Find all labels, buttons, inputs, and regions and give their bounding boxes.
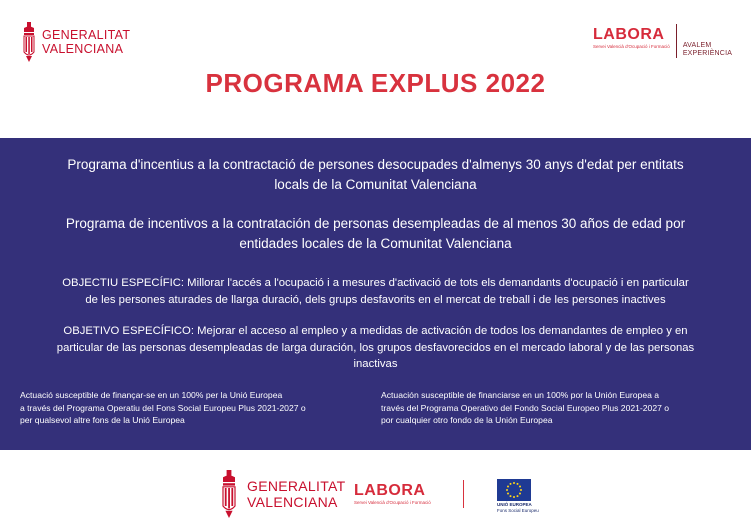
fund-va-line3: per qualsevol altre fons de la Unió Europea	[20, 415, 185, 425]
fund-es-line3: por cualquier otro fondo de la Unión Europea	[381, 415, 553, 425]
funding-note-valencian	[20, 389, 360, 427]
objective-valencian	[0, 275, 751, 308]
footer-labora-logo	[354, 482, 431, 506]
info-band	[0, 138, 751, 450]
generalitat-logo	[22, 22, 130, 62]
eu-line2: Fons Social Europeu	[497, 507, 539, 513]
footer-gva-line2: VALENCIANA	[247, 494, 338, 510]
desc-va-line2: locals de la Comunitat Valenciana	[274, 177, 477, 192]
footer-labora-subtitle: Servei Valencià d'Ocupació i Formació	[354, 500, 431, 505]
description-spanish	[0, 214, 751, 254]
footer-labora-wordmark: LABORA	[354, 482, 426, 499]
fund-va-line1: Actuació susceptible de finançar-se en un 100% per la Unió Europea	[20, 390, 283, 400]
fund-va-line2: a través del Programa Operatiu del Fons Social Europeu Plus 2021-2027 o	[20, 402, 306, 413]
labora-logo	[593, 26, 732, 58]
page-title: PROGRAMA EXPLUS 2022	[205, 68, 546, 98]
footer-gva-line1: GENERALITAT	[247, 478, 346, 494]
labora-divider	[676, 24, 677, 58]
generalitat-crest-icon	[22, 22, 36, 62]
footer-divider	[463, 480, 464, 508]
desc-va-line1: Programa d'incentius a la contractació de persones desocupades d'almenys 30 anys d'edat per entitats	[67, 157, 684, 172]
desc-es-line1: Programa de incentivos a la contratación de personas desempleadas de al menos 30 años de edad por	[65, 216, 686, 231]
eu-stars-icon	[497, 479, 531, 501]
avalem-line1: AVALEM	[682, 42, 712, 49]
description-valencian	[0, 155, 751, 195]
eu-flag-icon	[497, 479, 531, 501]
obj-es-line2: particular de las personas desempleadas de larga duración, los grupos desfavorecidos en el mercado laboral y de las personas	[56, 341, 695, 354]
obj-va-line2: de les persones aturades de llarga duració, dels grups desfavorits en el mercat de treball i de les persones inactives	[85, 293, 666, 306]
avalem-line2: EXPERIÈNCIA	[682, 50, 733, 57]
obj-va-line1: OBJECTIU ESPECÍFIC: Millorar l'accés a l'ocupació i a mesures d'activació de tots els demandants d'ocupació i en particular	[62, 277, 689, 289]
desc-es-line2: entidades locales de la Comunitat Valenciana	[239, 236, 512, 251]
eu-logo	[497, 479, 539, 515]
footer-logos	[0, 462, 751, 522]
obj-es-line3: inactivas	[353, 358, 398, 370]
objective-spanish	[0, 323, 751, 373]
fund-es-line2: través del Programa Operativo del Fondo Social Europeo Plus 2021-2027 o	[381, 402, 670, 413]
gva-line2: VALENCIANA	[42, 42, 124, 56]
labora-wordmark: LABORA	[593, 26, 665, 43]
labora-subtitle: Servei Valencià d'Ocupació i Formació	[593, 44, 670, 49]
generalitat-crest-icon	[218, 470, 240, 518]
funding-note-spanish	[381, 389, 721, 427]
eu-line1: UNIÓ EUROPEA	[497, 502, 532, 507]
footer-generalitat-logo	[218, 470, 345, 518]
avalem-tagline	[683, 42, 732, 58]
gva-line1: GENERALITAT	[42, 28, 131, 42]
fund-es-line1: Actuación susceptible de financiarse en un 100% por la Unión Europea a	[381, 390, 660, 400]
obj-es-line1: OBJETIVO ESPECÍFICO: Mejorar el acceso al empleo y a medidas de activación de todos los demandantes de empleo y en	[63, 325, 688, 337]
